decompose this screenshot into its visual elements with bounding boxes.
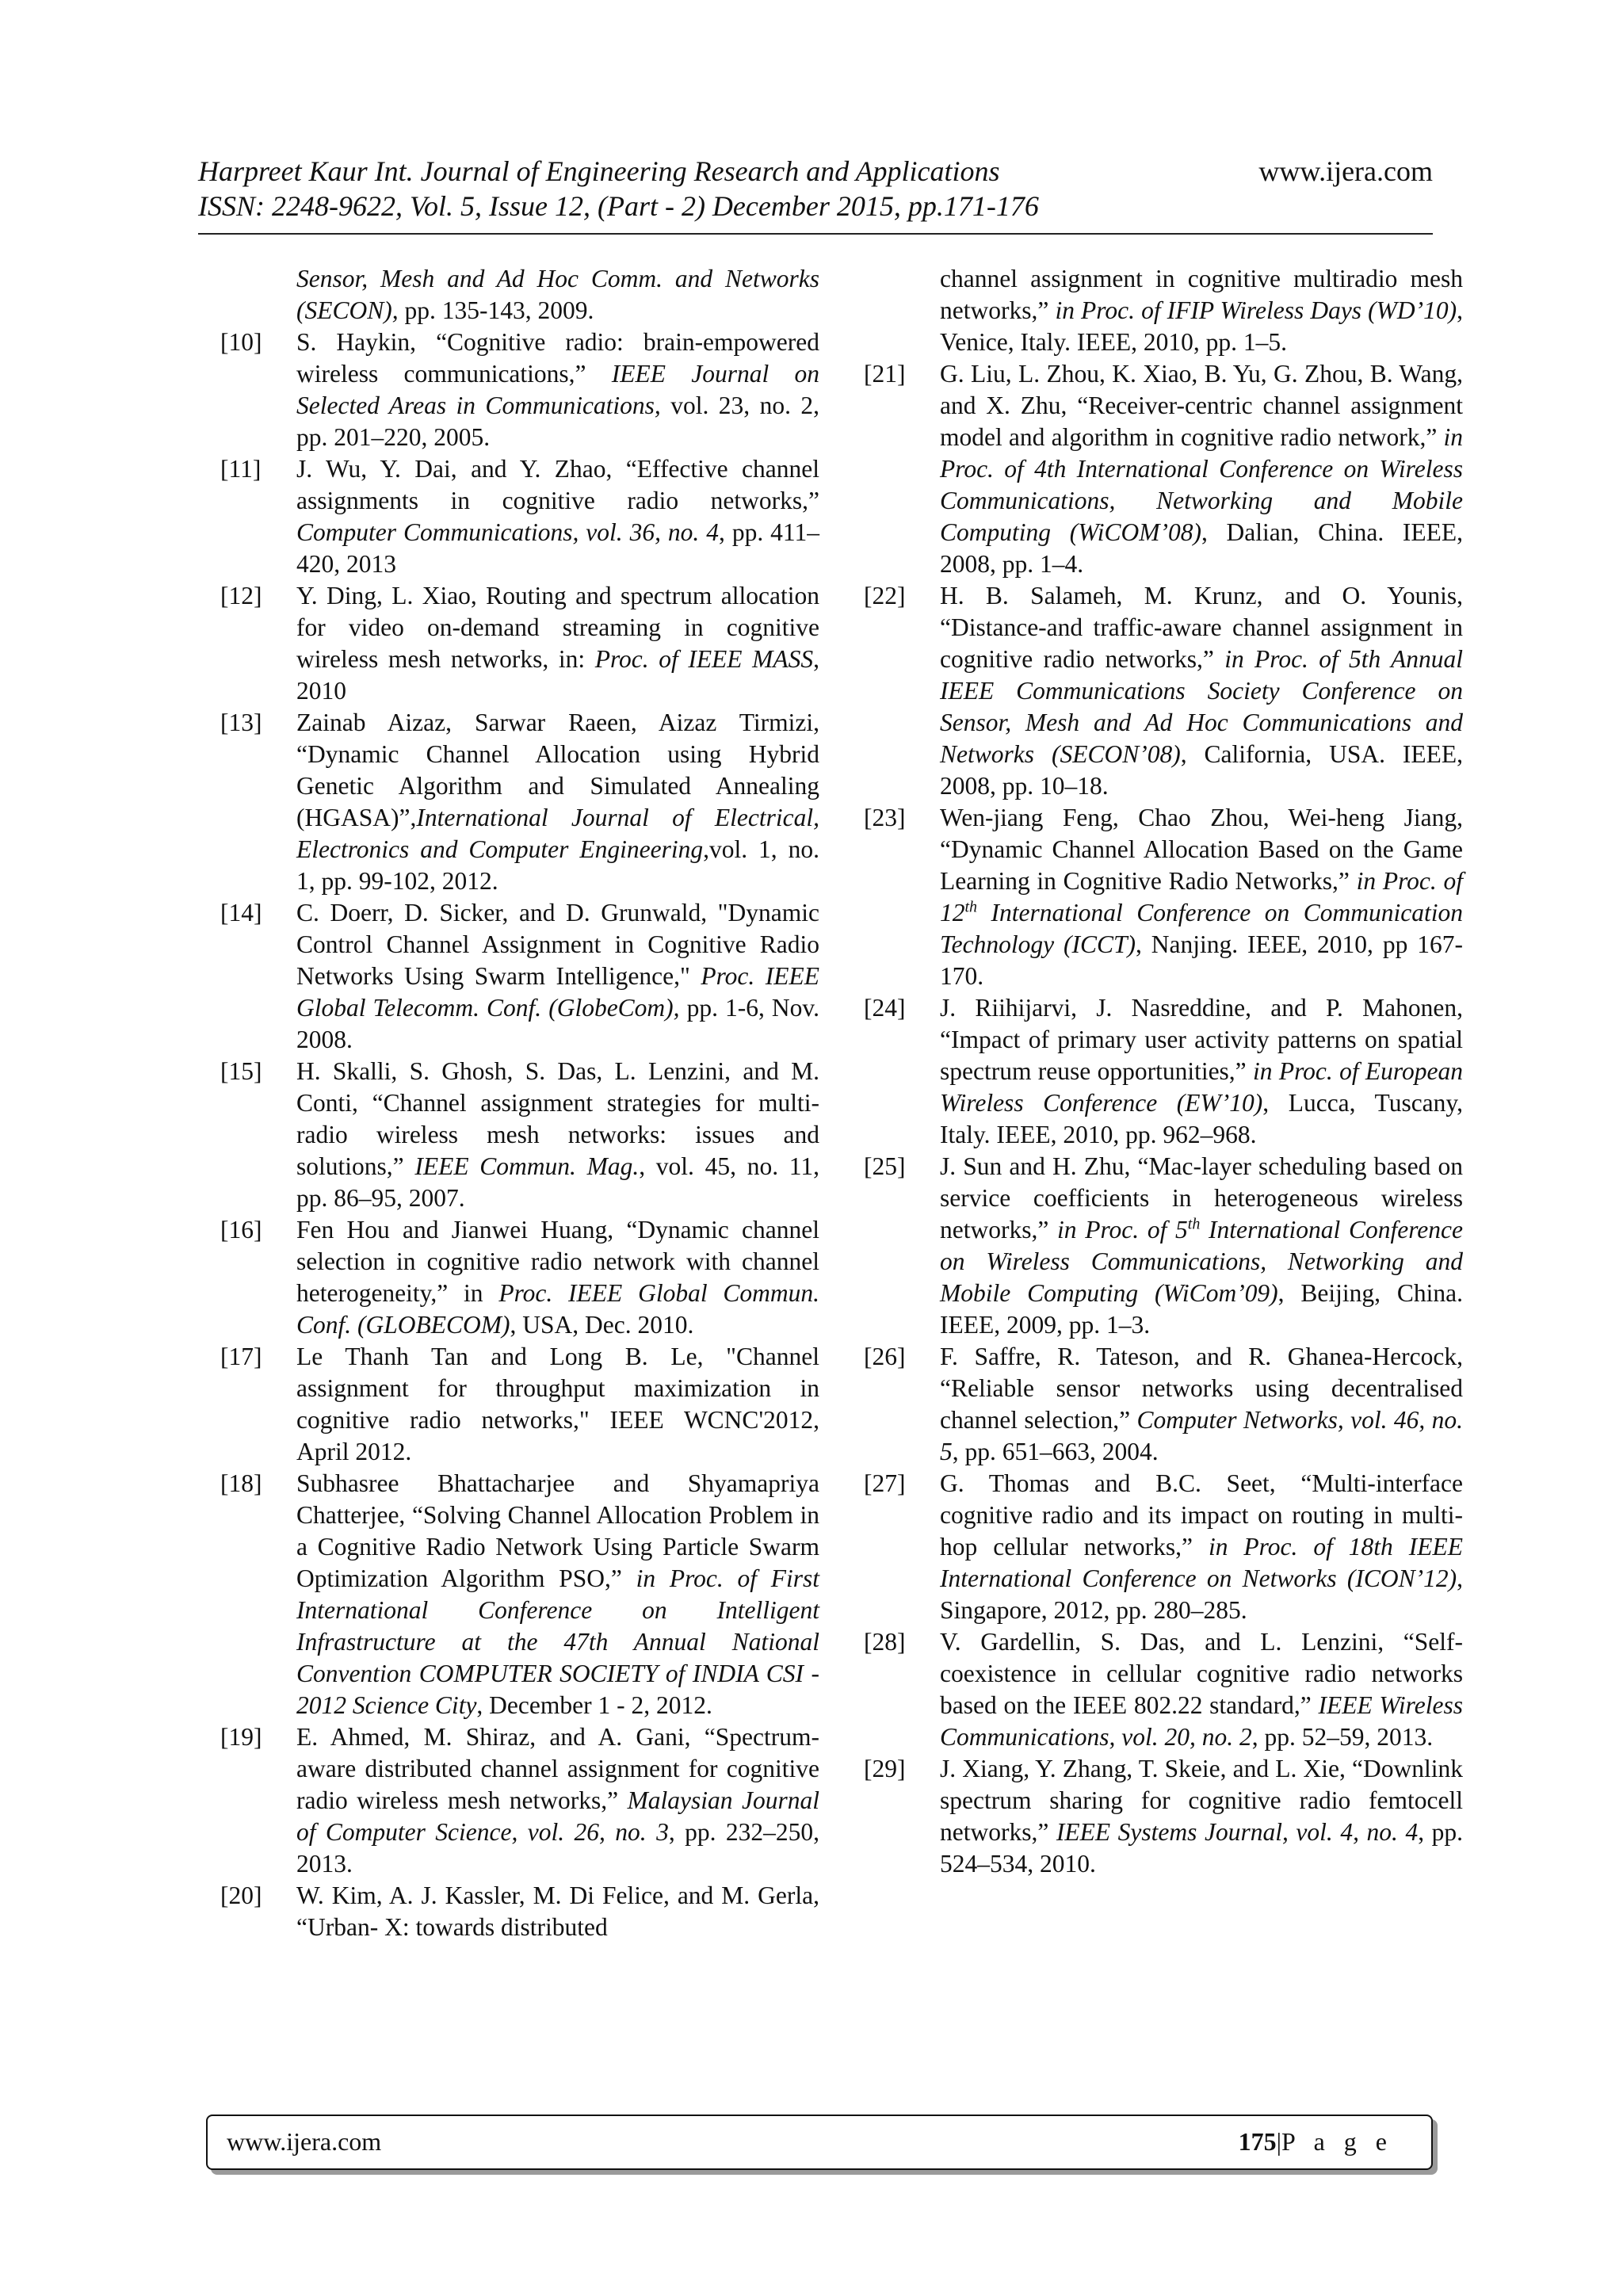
reference-italic: in Proc. of 4th International Conference on Wireless Communications, Networking and Mobile Computing (WiCOM’08) <box>940 423 1463 546</box>
reference-italic: in Proc. of 18th IEEE International Conference on Networks (ICON’12) <box>940 1533 1463 1592</box>
reference-segment: ,vol. 1, no. 1, pp. 99-102, 2012. <box>296 835 819 895</box>
reference-number: [10] <box>220 328 262 356</box>
reference-item <box>864 802 1463 992</box>
reference-italic: IEEE Commun. Mag. <box>414 1152 640 1180</box>
reference-item <box>220 453 819 580</box>
ordinal-superscript: th <box>1187 1215 1201 1233</box>
reference-number: [21] <box>864 360 906 388</box>
reference-number: [20] <box>220 1881 262 1909</box>
reference-item <box>864 1341 1463 1468</box>
reference-segment: W. Kim, A. J. Kassler, M. Di Felice, and M. Gerla, “Urban- X: towards distributed <box>296 1881 819 1941</box>
reference-text <box>940 1626 1463 1753</box>
reference-segment: H. Skalli, S. Ghosh, S. Das, L. Lenzini, and M. Conti, “Channel assignment strategies for multi-radio wireless mesh networks: issues and solutions,” <box>296 1057 819 1180</box>
reference-text <box>940 992 1463 1151</box>
reference-item <box>220 707 819 897</box>
reference-italic: IEEE Wireless Communications, vol. 20, no. 2 <box>940 1691 1463 1751</box>
page-separator: | <box>1276 2127 1281 2156</box>
reference-segment: J. Sun and H. Zhu, “Mac-layer scheduling based on service coefficients in heterogeneous wireless networks,” <box>940 1152 1463 1244</box>
reference-number: [26] <box>864 1343 906 1370</box>
reference-segment: , pp. 232–250, 2013. <box>296 1818 820 1878</box>
reference-segment: Le Thanh Tan and Long B. Le, "Channel assignment for throughput maximization in cognitive radio networks," IEEE WCNC'2012, April 2012. <box>296 1343 819 1465</box>
reference-segment: pp. 1-6, Nov. 2008. <box>296 994 819 1053</box>
reference-segment: , pp. 411–420, 2013 <box>296 518 819 578</box>
reference-number: [28] <box>864 1628 906 1656</box>
reference-segment: J. Wu, Y. Dai, and Y. Zhao, “Effective channel assignments in cognitive radio networks,” <box>296 455 819 514</box>
reference-italic: in Proc. of European Wireless Conference (EW’10) <box>940 1057 1463 1117</box>
reference-segment: , vol. 45, no. 11, pp. 86–95, 2007. <box>296 1152 819 1212</box>
reference-item <box>220 1341 819 1468</box>
reference-segment: , pp. 52–59, 2013. <box>1251 1723 1434 1751</box>
reference-italic: Computer Networks, vol. 46, no. 5 <box>940 1406 1463 1465</box>
reference-segment: Zainab Aizaz, Sarwar Raeen, Aizaz Tirmizi, “Dynamic Channel Allocation using Hybrid Genetic Algorithm and Simulated Annealing (HGASA)”, <box>296 709 819 831</box>
reference-number: [15] <box>220 1057 262 1085</box>
reference-text <box>296 1341 819 1468</box>
reference-italic: in Proc. of 12 <box>940 867 1463 926</box>
reference-segment: Fen Hou and Jianwei Huang, “Dynamic channel selection in cognitive radio network with channel heterogeneity,” in <box>296 1216 819 1307</box>
reference-number: [27] <box>864 1469 906 1497</box>
reference-italic: Proc. IEEE Global Commun. Conf. (GLOBECOM) <box>296 1279 819 1339</box>
reference-number: [25] <box>864 1152 906 1180</box>
reference-segment: , Lucca, Tuscany, Italy. IEEE, 2010, pp. 962–968. <box>940 1089 1463 1148</box>
reference-item <box>864 358 1463 580</box>
reference-segment: E. Ahmed, M. Shiraz, and A. Gani, “Spectrum-aware distributed channel assignment for cognitive radio wireless mesh networks,” <box>296 1723 819 1814</box>
reference-italic: International Journal of Electrical, Electronics and Computer Engineering <box>296 804 819 863</box>
reference-text <box>296 327 819 453</box>
reference-segment: , Dalian, China. IEEE, 2008, pp. 1–4. <box>940 518 1464 578</box>
reference-segment: V. Gardellin, S. Das, and L. Lenzini, “Self-coexistence in cellular cognitive radio networks based on the IEEE 802.22 standard,” <box>940 1628 1463 1719</box>
header-url[interactable]: www.ijera.com <box>1258 155 1433 187</box>
reference-text <box>940 1151 1463 1341</box>
reference-text <box>296 580 819 707</box>
reference-item <box>220 1056 819 1214</box>
reference-italic: Malaysian Journal of Computer Science, vol. 26, no. 3 <box>296 1786 819 1846</box>
reference-continuation <box>220 263 819 327</box>
ordinal-superscript: th <box>964 898 978 916</box>
reference-text <box>296 453 819 580</box>
reference-segment: , 2010 <box>296 645 819 705</box>
reference-italic: IEEE Systems Journal, vol. 4, no. 4 <box>1056 1818 1419 1846</box>
reference-item <box>220 1880 819 1943</box>
reference-number: [11] <box>220 455 262 483</box>
reference-number: [14] <box>220 899 262 926</box>
reference-item <box>864 1468 1463 1626</box>
reference-italic: in Proc. of 5th Annual IEEE Communications Society Conference on Sensor, Mesh and Ad Hoc Communications and Networks (SECON’08) <box>940 645 1464 768</box>
reference-segment: G. Thomas and B.C. Seet, “Multi-interface cognitive radio and its impact on routing in multi-hop cellular networks,” <box>940 1469 1463 1561</box>
reference-italic: Proc. of IEEE MASS <box>594 645 814 673</box>
reference-italic: Computer Communications, vol. 36, no. 4 <box>296 518 719 546</box>
reference-number: [17] <box>220 1343 262 1370</box>
reference-segment: , USA, Dec. 2010. <box>510 1311 694 1339</box>
continuation-italic: Sensor, Mesh and Ad Hoc Comm. and Networks (SECON), <box>296 265 819 324</box>
reference-text <box>296 1880 819 1943</box>
page-footer <box>206 2115 1433 2170</box>
continuation-italic: in Proc. of IFIP Wireless Days (WD’10) <box>1055 296 1457 324</box>
reference-list <box>864 358 1463 1880</box>
reference-item <box>864 580 1463 802</box>
reference-italic: International Conference on Communication Technology (ICCT) <box>940 899 1463 958</box>
page-label: P a g e <box>1281 2127 1393 2156</box>
references-left-column <box>220 263 819 1943</box>
reference-segment: H. B. Salameh, M. Krunz, and O. Younis, “Distance-and traffic-aware channel assignment in cognitive radio networks,” <box>940 582 1463 673</box>
continuation-text: channel assignment in cognitive multiradio mesh networks,” <box>940 265 1463 324</box>
reference-number: [12] <box>220 582 262 609</box>
reference-text <box>296 1214 819 1341</box>
journal-citation-line: Harpreet Kaur Int. Journal of Engineering Research and Applications <box>198 155 1000 187</box>
references-right-column <box>864 263 1463 1880</box>
reference-text <box>296 897 819 1056</box>
reference-italic: in Proc. of 5 <box>1057 1216 1188 1244</box>
reference-number: [16] <box>220 1216 262 1244</box>
reference-list <box>220 327 819 1943</box>
reference-text <box>940 1341 1463 1468</box>
reference-item <box>864 1151 1463 1341</box>
reference-segment: , California, USA. IEEE, 2008, pp. 10–18. <box>940 740 1464 800</box>
reference-segment: , Nanjing. IEEE, 2010, pp 167-170. <box>940 930 1463 990</box>
page-indicator <box>1239 2126 1393 2157</box>
reference-segment: , pp. 651–663, 2004. <box>952 1438 1159 1465</box>
footer-url[interactable]: www.ijera.com <box>227 2127 382 2156</box>
reference-segment: J. Riihijarvi, J. Nasreddine, and P. Mahonen, “Impact of primary user activity patterns on spatial spectrum reuse opportunities,” <box>940 994 1463 1085</box>
reference-italic: Proc. IEEE Global Telecomm. Conf. (GlobeCom), <box>296 962 819 1022</box>
reference-text <box>940 1753 1463 1880</box>
reference-segment: S. Haykin, “Cognitive radio: brain-empowered wireless communications,” <box>296 328 819 388</box>
reference-segment: G. Liu, L. Zhou, K. Xiao, B. Yu, G. Zhou, B. Wang, and X. Zhu, “Receiver-centric channel assignment model and algorithm in cognitive radio network,” <box>940 360 1463 451</box>
issn-line: ISSN: 2248-9622, Vol. 5, Issue 12, (Part - 2) December 2015, pp.171-176 <box>198 190 1039 222</box>
reference-segment: F. Saffre, R. Tateson, and R. Ghanea-Hercock, “Reliable sensor networks using decentralised channel selection,” <box>940 1343 1463 1434</box>
reference-segment: J. Xiang, Y. Zhang, T. Skeie, and L. Xie, “Downlink spectrum sharing for cognitive radio femtocell networks,” <box>940 1755 1463 1846</box>
continuation-text: pp. 135-143, 2009. <box>398 296 594 324</box>
reference-number: [22] <box>864 582 906 609</box>
reference-text <box>940 1468 1463 1626</box>
reference-number: [13] <box>220 709 262 736</box>
reference-item <box>220 580 819 707</box>
continuation-tail: , Venice, Italy. IEEE, 2010, pp. 1–5. <box>940 296 1463 356</box>
reference-text <box>296 1056 819 1214</box>
reference-number: [19] <box>220 1723 262 1751</box>
reference-segment: , December 1 - 2, 2012. <box>476 1691 712 1719</box>
reference-italic: International Conference on Wireless Communications, Networking and Mobile Computing (WiCom’09) <box>940 1216 1463 1307</box>
reference-italic: in Proc. of First International Conference on Intelligent Infrastructure at the 47th Annual National Convention COMPUTER SOCIETY of INDIA CSI - 2012 Science City <box>296 1564 820 1719</box>
reference-segment: , pp. 524–534, 2010. <box>940 1818 1463 1878</box>
reference-number: [18] <box>220 1469 262 1497</box>
reference-segment: , Beijing, China. IEEE, 2009, pp. 1–3. <box>940 1279 1463 1339</box>
running-header <box>198 151 1433 235</box>
reference-item <box>864 1626 1463 1753</box>
reference-item <box>220 327 819 453</box>
reference-item <box>864 1753 1463 1880</box>
reference-item <box>220 1214 819 1341</box>
reference-segment: vol. 23, no. 2, pp. 201–220, 2005. <box>296 392 819 451</box>
page-number: 175 <box>1238 2127 1277 2156</box>
reference-italic: IEEE Journal on Selected Areas in Communications, <box>296 360 819 419</box>
reference-segment: Wen-jiang Feng, Chao Zhou, Wei-heng Jiang, “Dynamic Channel Allocation Based on the Game Learning in Cognitive Radio Networks,” <box>940 804 1463 895</box>
reference-item <box>220 1721 819 1880</box>
reference-number: [24] <box>864 994 906 1022</box>
reference-continuation <box>864 263 1463 358</box>
reference-text <box>940 580 1463 802</box>
reference-segment: Y. Ding, L. Xiao, Routing and spectrum allocation for video on-demand streaming in cognitive wireless mesh networks, in: <box>296 582 819 673</box>
reference-text <box>940 358 1463 580</box>
reference-number: [29] <box>864 1755 906 1782</box>
reference-segment: , Singapore, 2012, pp. 280–285. <box>940 1564 1463 1624</box>
reference-text <box>296 707 819 897</box>
reference-number: [23] <box>864 804 906 831</box>
reference-segment: C. Doerr, D. Sicker, and D. Grunwald, "Dynamic Control Channel Assignment in Cognitive Radio Networks Using Swarm Intelligence," <box>296 899 819 990</box>
reference-text <box>296 1721 819 1880</box>
reference-segment: Subhasree Bhattacharjee and Shyamapriya Chatterjee, “Solving Channel Allocation Problem in a Cognitive Radio Network Using Particle Swarm Optimization Algorithm PSO,” <box>296 1469 819 1592</box>
reference-item <box>864 992 1463 1151</box>
reference-text <box>940 802 1463 992</box>
reference-item <box>220 897 819 1056</box>
reference-text <box>296 1468 819 1721</box>
reference-item <box>220 1468 819 1721</box>
